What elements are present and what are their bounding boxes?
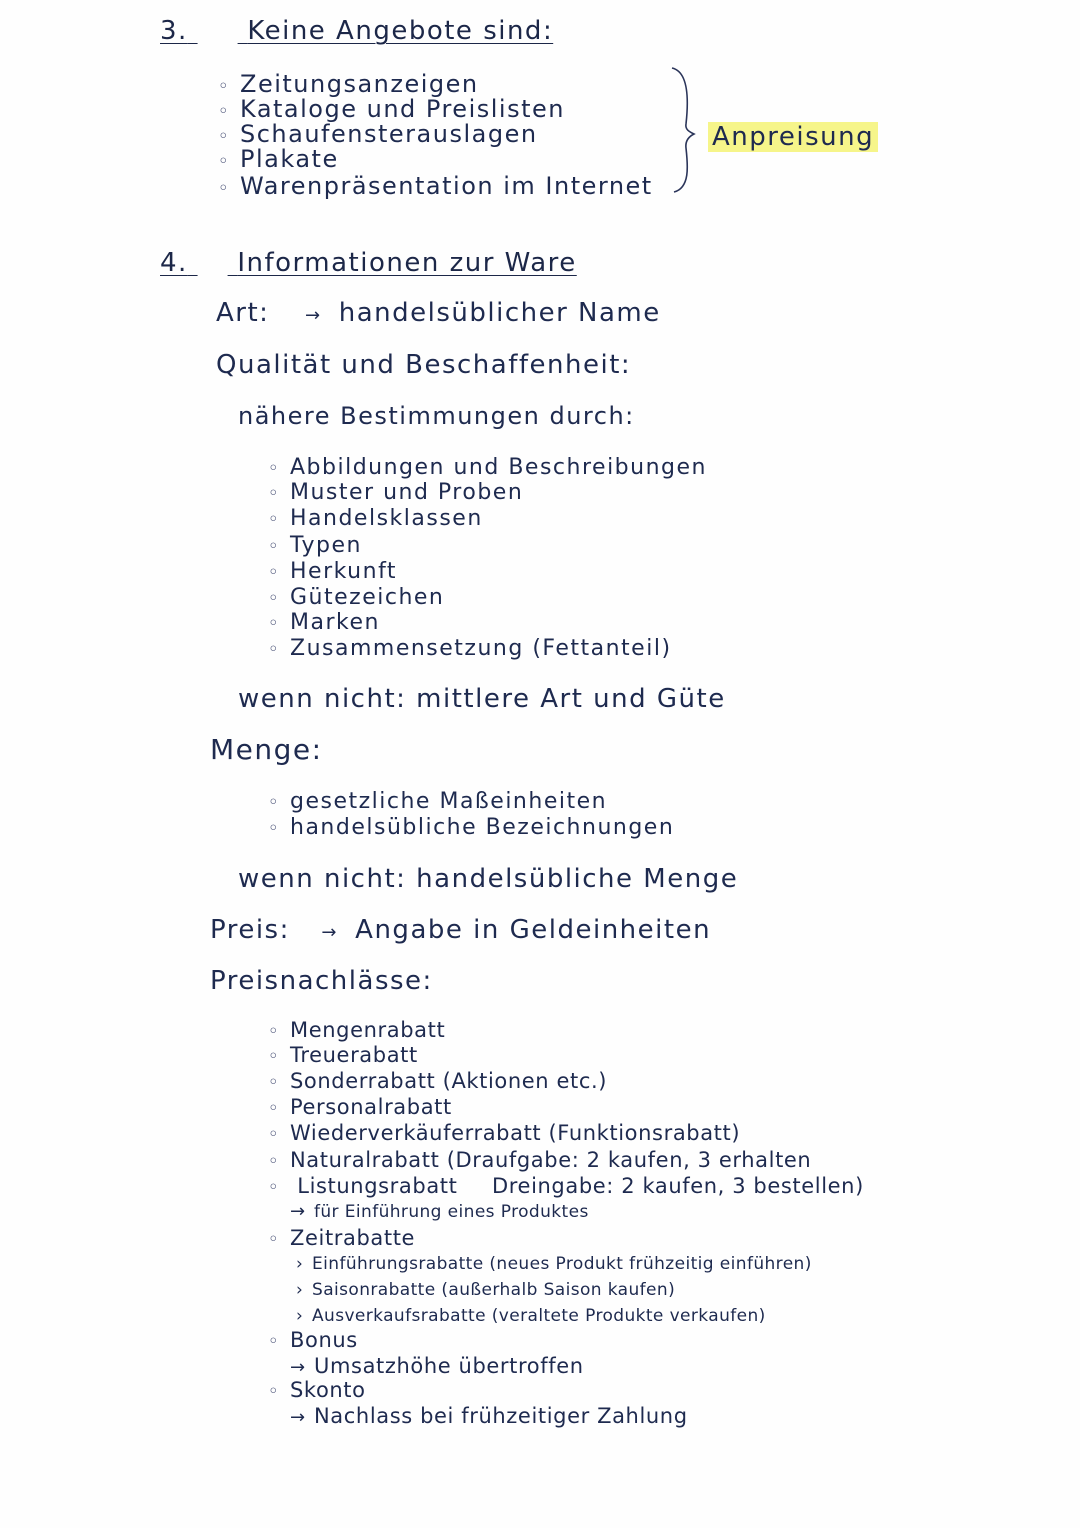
curly-brace-icon (668, 66, 698, 196)
list-item: ◦ Zeitungsanzeigen (218, 72, 479, 96)
anpreisung-label (708, 124, 878, 150)
qualitaet-fallback: wenn nicht: mittlere Art und Güte (238, 684, 726, 714)
list-item: ◦ Typen (268, 535, 362, 557)
qualitaet-label: Qualität und Beschaffenheit: (216, 350, 632, 380)
section-3-number: 3. (160, 16, 188, 46)
preisnachlaesse-label: Preisnachlässe: (210, 966, 433, 996)
list-item: ◦ Zeitrabatte (268, 1228, 415, 1249)
list-item: ◦ Treuerabatt (268, 1045, 418, 1066)
list-item: ◦ Gütezeichen (268, 587, 444, 609)
list-item: ◦ Abbildungen und Beschreibungen (268, 457, 707, 479)
arrow-icon (321, 915, 345, 945)
list-item: ◦ gesetzliche Maßeinheiten (268, 791, 607, 813)
sub-item: › Einführungsrabatte (neues Produkt frühzeitig einführen) (296, 1256, 812, 1273)
preis-label: Preis: (210, 915, 290, 945)
list-item: ◦ Wiederverkäuferrabatt (Funktionsrabatt) (268, 1123, 740, 1144)
menge-label: Menge: (210, 733, 323, 766)
listungsrabatt-text: Listungsrabatt (297, 1174, 458, 1198)
list-item: ◦ Muster und Proben (268, 482, 523, 504)
list-item: ◦ Zusammensetzung (Fettanteil) (268, 638, 672, 660)
list-item: ◦ Kataloge und Preislisten (218, 97, 565, 121)
list-item: ◦ Handelsklassen (268, 508, 483, 530)
list-item: ◦ Personalrabatt (268, 1097, 452, 1118)
section-4-heading (160, 250, 577, 276)
arrow-icon (305, 298, 329, 328)
list-item: ◦ Marken (268, 612, 380, 634)
art-text: handelsüblicher Name (338, 298, 661, 328)
section-4-title: Informationen zur Ware (237, 248, 577, 278)
list-item: ◦ Herkunft (268, 561, 397, 583)
list-item: ◦ Bonus (268, 1330, 358, 1351)
section-3-heading (160, 18, 553, 44)
list-item: ◦ Sonderrabatt (Aktionen etc.) (268, 1071, 607, 1092)
menge-fallback: wenn nicht: handelsübliche Menge (238, 864, 739, 894)
section-3-title: Keine Angebote sind: (247, 16, 554, 46)
list-item: ◦ Plakate (218, 147, 339, 171)
preis-row (210, 917, 711, 943)
list-item (268, 1176, 864, 1197)
naehere-label: nähere Bestimmungen durch: (238, 402, 635, 430)
listung-note: → für Einführung eines Produktes (290, 1203, 589, 1221)
art-row (216, 300, 661, 326)
list-item: ◦ Schaufensterauslagen (218, 122, 538, 146)
section-4-number: 4. (160, 248, 188, 278)
highlighted-text: Anpreisung (708, 122, 878, 152)
list-item: ◦ Mengenrabatt (268, 1020, 445, 1041)
dreingabe-text: Dreingabe: 2 kaufen, 3 bestellen) (492, 1174, 864, 1198)
list-item: ◦ handelsübliche Bezeichnungen (268, 817, 674, 839)
skonto-note: → Nachlass bei frühzeitiger Zahlung (290, 1406, 688, 1427)
list-item: ◦ Skonto (268, 1380, 366, 1401)
art-label: Art: (216, 298, 270, 328)
bonus-note: → Umsatzhöhe übertroffen (290, 1356, 584, 1377)
sub-item: › Saisonrabatte (außerhalb Saison kaufen) (296, 1282, 675, 1299)
preis-text: Angabe in Geldeinheiten (355, 915, 712, 945)
sub-item: › Ausverkaufsrabatte (veraltete Produkte verkaufen) (296, 1308, 766, 1325)
list-item: ◦ Warenpräsentation im Internet (218, 174, 653, 198)
list-item: ◦ Naturalrabatt (Draufgabe: 2 kaufen, 3 erhalten (268, 1150, 811, 1171)
